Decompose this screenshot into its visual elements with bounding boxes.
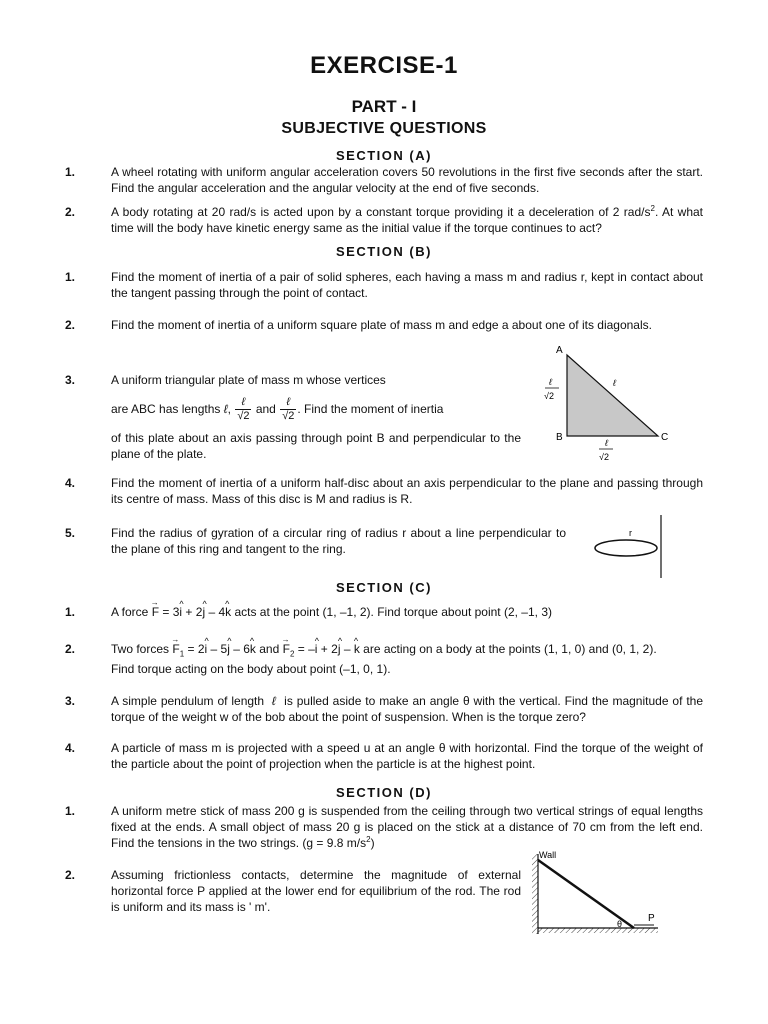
section-b-heading: SECTION (B) — [336, 244, 432, 259]
d-q2-number: 2. — [65, 868, 76, 882]
side-ac-ell: ℓ — [613, 378, 616, 388]
b-q1-text: Find the moment of inertia of a pair of solid spheres, each having a mass m and radius r, kept in contact about the tangent passing through the point of contact. — [111, 270, 703, 300]
part-heading: PART - I — [351, 97, 417, 116]
wall-label: Wall — [539, 850, 557, 860]
a-q1-text: A wheel rotating with uniform angular acceleration covers 50 revolutions in the first five seconds after the start. Find the angular acceleration and the angular velocity at the end of five seconds. — [111, 165, 703, 195]
b-q3-line2: are ABC has lengths ℓ, $\frac{\text{ℓ}}{√2}$ and $\frac{\text{ℓ}}{√2}$ . Find the moment of inertia — [111, 396, 444, 423]
section-c-heading: SECTION (C) — [336, 580, 432, 595]
rod — [538, 860, 634, 928]
wall-hatching — [532, 854, 538, 934]
ring-figure — [590, 512, 670, 582]
d-q2-text: Assuming frictionless contacts, determine the magnitude of external horizontal force P applied at the lower end for equilibrium of the rod. The rod is uniform and its mass is ' m'. — [111, 868, 521, 914]
c-q3-text: A simple pendulum of length ℓ is pulled aside to make an angle θ with the vertical. Find the magnitude of the torque of the weight w of the bob about the point of suspension. When is the torque zero? — [111, 694, 704, 724]
d-q1-text: A uniform metre stick of mass 200 g is suspended from the ceiling through two vertical strings of equal lengths fixed at the ends. A small object of mass 20 g is placed on the stick at a distance of 70 cm from the left end. Find the tensions in the two strings. (g = 9.8 $m/s^2$) — [111, 804, 703, 850]
side-bc-sqrt2: √2 — [599, 452, 609, 462]
side-bc-ell: ℓ — [605, 438, 608, 448]
subtitle: SUBJECTIVE QUESTIONS — [281, 120, 487, 137]
b-q5-text: Find the radius of gyration of a circular ring of radius r about a line perpendicular to the plane of this ring and tangent to the ring. — [111, 526, 566, 556]
side-ab-ell: ℓ — [549, 377, 552, 387]
b-q2-number: 2. — [65, 318, 76, 332]
a-q1-number: 1. — [65, 165, 76, 179]
c-q4-number: 4. — [65, 741, 76, 755]
c-q3-number: 3. — [65, 694, 76, 708]
floor-hatching — [538, 928, 658, 933]
triangle-figure — [535, 340, 685, 465]
wall-rod-figure — [528, 846, 668, 936]
page-title: EXERCISE-1 — [310, 52, 458, 79]
b-q3-line1: A uniform triangular plate of mass m whose vertices — [111, 373, 386, 387]
vertex-a-label: A — [556, 345, 563, 356]
c-q2-line2: Find torque acting on the body about point (–1, 0, 1). — [111, 662, 391, 676]
c-q1-text: A force → F = 3^ i + 2^ j – 4^ k acts at the point (1, –1, 2). Find torque about point (2, –1, 3) — [111, 604, 703, 620]
b-q3-line3: of this plate about an axis passing through point B and perpendicular to the plane of the plate. — [111, 431, 521, 461]
c-q2-number: 2. — [65, 642, 76, 656]
b-q5-number: 5. — [65, 526, 76, 540]
b-q3-number: 3. — [65, 373, 76, 387]
a-q2-number: 2. — [65, 205, 76, 219]
c-q4-text: A particle of mass m is projected with a speed u at an angle θ with horizontal. Find the torque of the weight of the particle about the point of projection when the particle is at the highest point. — [111, 741, 703, 771]
side-ab-sqrt2: √2 — [544, 391, 554, 401]
b-q4-number: 4. — [65, 476, 76, 490]
b-q2-text: Find the moment of inertia of a uniform square plate of mass m and edge a about one of its diagonals. — [111, 318, 652, 332]
section-a-heading: SECTION (A) — [336, 148, 432, 163]
section-d-heading: SECTION (D) — [336, 785, 432, 800]
c-q1-number: 1. — [65, 605, 76, 619]
ring — [595, 540, 657, 556]
c-q2-text: Two forces → $F_1$ = 2^ i – 5^ j – 6^ k and → $F_2$ = –^ i + 2^ j – ^ k are acting on a body at the points (1, 1, 0) and (0, 1, 2). — [111, 641, 703, 662]
b-q1-number: 1. — [65, 270, 76, 284]
force-p-label: P — [648, 913, 655, 924]
vertex-b-label: B — [556, 432, 563, 443]
b-q4-text: Find the moment of inertia of a uniform half-disc about an axis perpendicular to the plane and passing through its centre of mass. Mass of this disc is M and radius is R. — [111, 476, 703, 506]
triangle-plate — [567, 355, 658, 436]
ring-radius-label: r — [629, 528, 632, 538]
vertex-c-label: C — [661, 432, 669, 443]
theta-label: θ — [617, 919, 623, 929]
a-q2-text: A body rotating at 20 rad/s is acted upon by a constant torque providing it a deceleration of 2 rad/$s^2$. At what time will the body have kinetic energy same as the initial value if the torque continues to act? — [111, 204, 703, 235]
d-q1-number: 1. — [65, 804, 76, 818]
